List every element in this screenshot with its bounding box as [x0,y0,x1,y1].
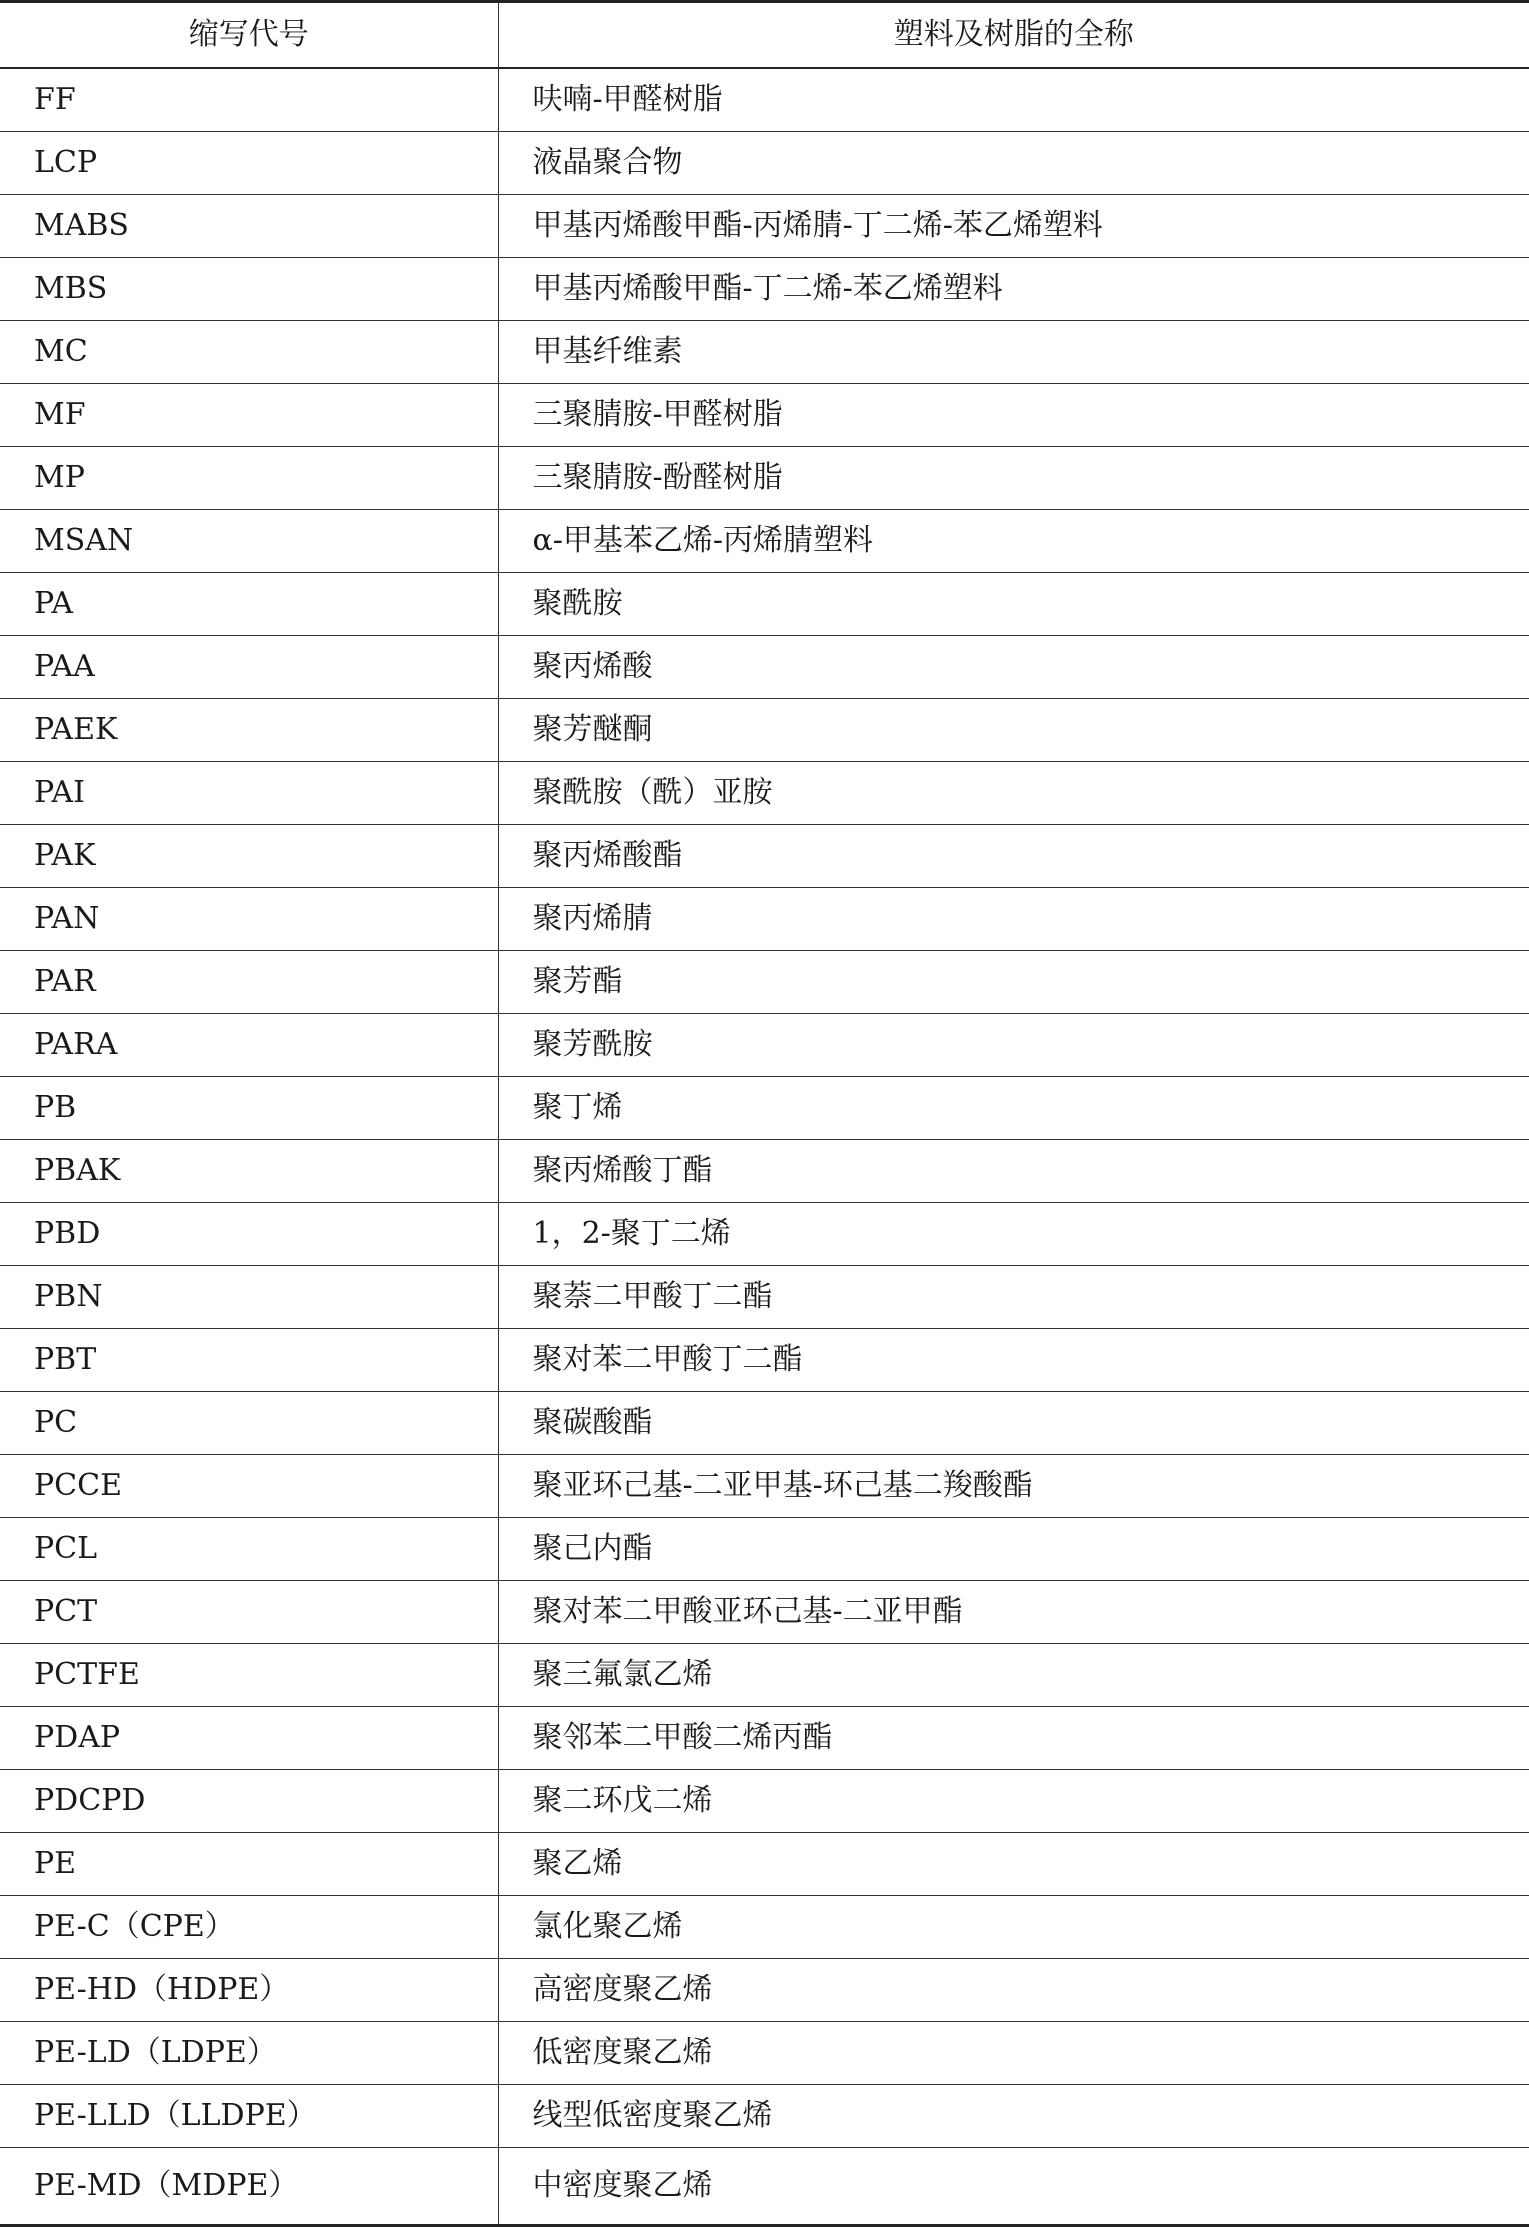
abbreviation-cell: PE-HD（HDPE） [0,1958,498,2021]
table-row [0,131,1529,194]
table-row [0,509,1529,572]
abbreviation-cell: PAR [0,950,498,1013]
abbreviation-cell: PCCE [0,1454,498,1517]
abbreviation-cell: PBD [0,1202,498,1265]
table-row [0,320,1529,383]
abbreviation-cell: MSAN [0,509,498,572]
abbreviation-cell: PAI [0,761,498,824]
full-name-cell: 甲基纤维素 [498,320,1529,383]
abbreviation-cell: MP [0,446,498,509]
abbreviation-cell: PB [0,1076,498,1139]
table-row [0,1013,1529,1076]
full-name-cell: 聚三氟氯乙烯 [498,1643,1529,1706]
table-row [0,1454,1529,1517]
full-name-cell: 聚二环戊二烯 [498,1769,1529,1832]
abbreviation-cell: PAA [0,635,498,698]
abbreviation-cell: MF [0,383,498,446]
abbreviation-cell: FF [0,68,498,132]
table-row [0,2147,1529,2225]
full-name-cell: 甲基丙烯酸甲酯-丙烯腈-丁二烯-苯乙烯塑料 [498,194,1529,257]
abbreviation-cell: PE-LLD（LLDPE） [0,2084,498,2147]
table-row [0,1895,1529,1958]
full-name-cell: 聚碳酸酯 [498,1391,1529,1454]
full-name-cell: 线型低密度聚乙烯 [498,2084,1529,2147]
table-row [0,68,1529,132]
full-name-cell: α-甲基苯乙烯-丙烯腈塑料 [498,509,1529,572]
table-row [0,257,1529,320]
full-name-cell: 聚丙烯酸丁酯 [498,1139,1529,1202]
abbreviation-cell: PE-C（CPE） [0,1895,498,1958]
abbreviation-cell: PCTFE [0,1643,498,1706]
table-row [0,761,1529,824]
full-name-cell: 聚丙烯酸 [498,635,1529,698]
table-row [0,1076,1529,1139]
table-row [0,446,1529,509]
abbreviation-cell: PBN [0,1265,498,1328]
full-name-cell: 三聚腈胺-酚醛树脂 [498,446,1529,509]
abbreviation-cell: MABS [0,194,498,257]
table-row [0,1580,1529,1643]
table-row [0,887,1529,950]
full-name-cell: 聚丙烯腈 [498,887,1529,950]
table-row [0,194,1529,257]
full-name-cell: 呋喃-甲醛树脂 [498,68,1529,132]
abbreviation-cell: PDAP [0,1706,498,1769]
header-full-name: 塑料及树脂的全称 [498,2,1529,68]
abbreviation-cell: PBAK [0,1139,498,1202]
table-row [0,1706,1529,1769]
abbreviation-cell: PAN [0,887,498,950]
full-name-cell: 聚乙烯 [498,1832,1529,1895]
full-name-cell: 氯化聚乙烯 [498,1895,1529,1958]
table-row [0,1958,1529,2021]
full-name-cell: 1，2-聚丁二烯 [498,1202,1529,1265]
abbreviation-cell: PE [0,1832,498,1895]
abbreviation-cell: PDCPD [0,1769,498,1832]
abbreviation-cell: LCP [0,131,498,194]
table-row [0,1643,1529,1706]
table-row [0,1769,1529,1832]
full-name-cell: 聚芳酯 [498,950,1529,1013]
abbreviation-cell: PC [0,1391,498,1454]
full-name-cell: 聚亚环己基-二亚甲基-环己基二羧酸酯 [498,1454,1529,1517]
table-row [0,950,1529,1013]
header-abbreviation: 缩写代号 [0,2,498,68]
table-row [0,1391,1529,1454]
full-name-cell: 低密度聚乙烯 [498,2021,1529,2084]
table-row [0,1265,1529,1328]
full-name-cell: 三聚腈胺-甲醛树脂 [498,383,1529,446]
abbreviation-cell: PARA [0,1013,498,1076]
abbreviation-cell: PE-MD（MDPE） [0,2147,498,2225]
full-name-cell: 甲基丙烯酸甲酯-丁二烯-苯乙烯塑料 [498,257,1529,320]
full-name-cell: 聚邻苯二甲酸二烯丙酯 [498,1706,1529,1769]
full-name-cell: 液晶聚合物 [498,131,1529,194]
full-name-cell: 高密度聚乙烯 [498,1958,1529,2021]
table-header [0,2,1529,68]
full-name-cell: 聚丁烯 [498,1076,1529,1139]
abbreviation-cell: PAEK [0,698,498,761]
table-row [0,2021,1529,2084]
table-row [0,698,1529,761]
full-name-cell: 聚芳醚酮 [498,698,1529,761]
table-row [0,1832,1529,1895]
full-name-cell: 聚芳酰胺 [498,1013,1529,1076]
full-name-cell: 聚萘二甲酸丁二酯 [498,1265,1529,1328]
abbreviation-cell: PE-LD（LDPE） [0,2021,498,2084]
abbreviation-cell: PBT [0,1328,498,1391]
table-row [0,1202,1529,1265]
full-name-cell: 聚酰胺（酰）亚胺 [498,761,1529,824]
abbreviation-cell: PA [0,572,498,635]
abbreviation-cell: PCL [0,1517,498,1580]
full-name-cell: 聚己内酯 [498,1517,1529,1580]
table-row [0,572,1529,635]
table-row [0,1517,1529,1580]
abbreviation-cell: PCT [0,1580,498,1643]
full-name-cell: 聚酰胺 [498,572,1529,635]
table-row [0,2084,1529,2147]
table-row [0,824,1529,887]
full-name-cell: 中密度聚乙烯 [498,2147,1529,2225]
table-row [0,635,1529,698]
full-name-cell: 聚对苯二甲酸亚环己基-二亚甲酯 [498,1580,1529,1643]
abbreviation-cell: PAK [0,824,498,887]
abbreviation-cell: MC [0,320,498,383]
header-row [0,2,1529,68]
full-name-cell: 聚丙烯酸酯 [498,824,1529,887]
abbreviation-cell: MBS [0,257,498,320]
table-body [0,68,1529,2226]
full-name-cell: 聚对苯二甲酸丁二酯 [498,1328,1529,1391]
table-row [0,383,1529,446]
table-row [0,1328,1529,1391]
table-row [0,1139,1529,1202]
